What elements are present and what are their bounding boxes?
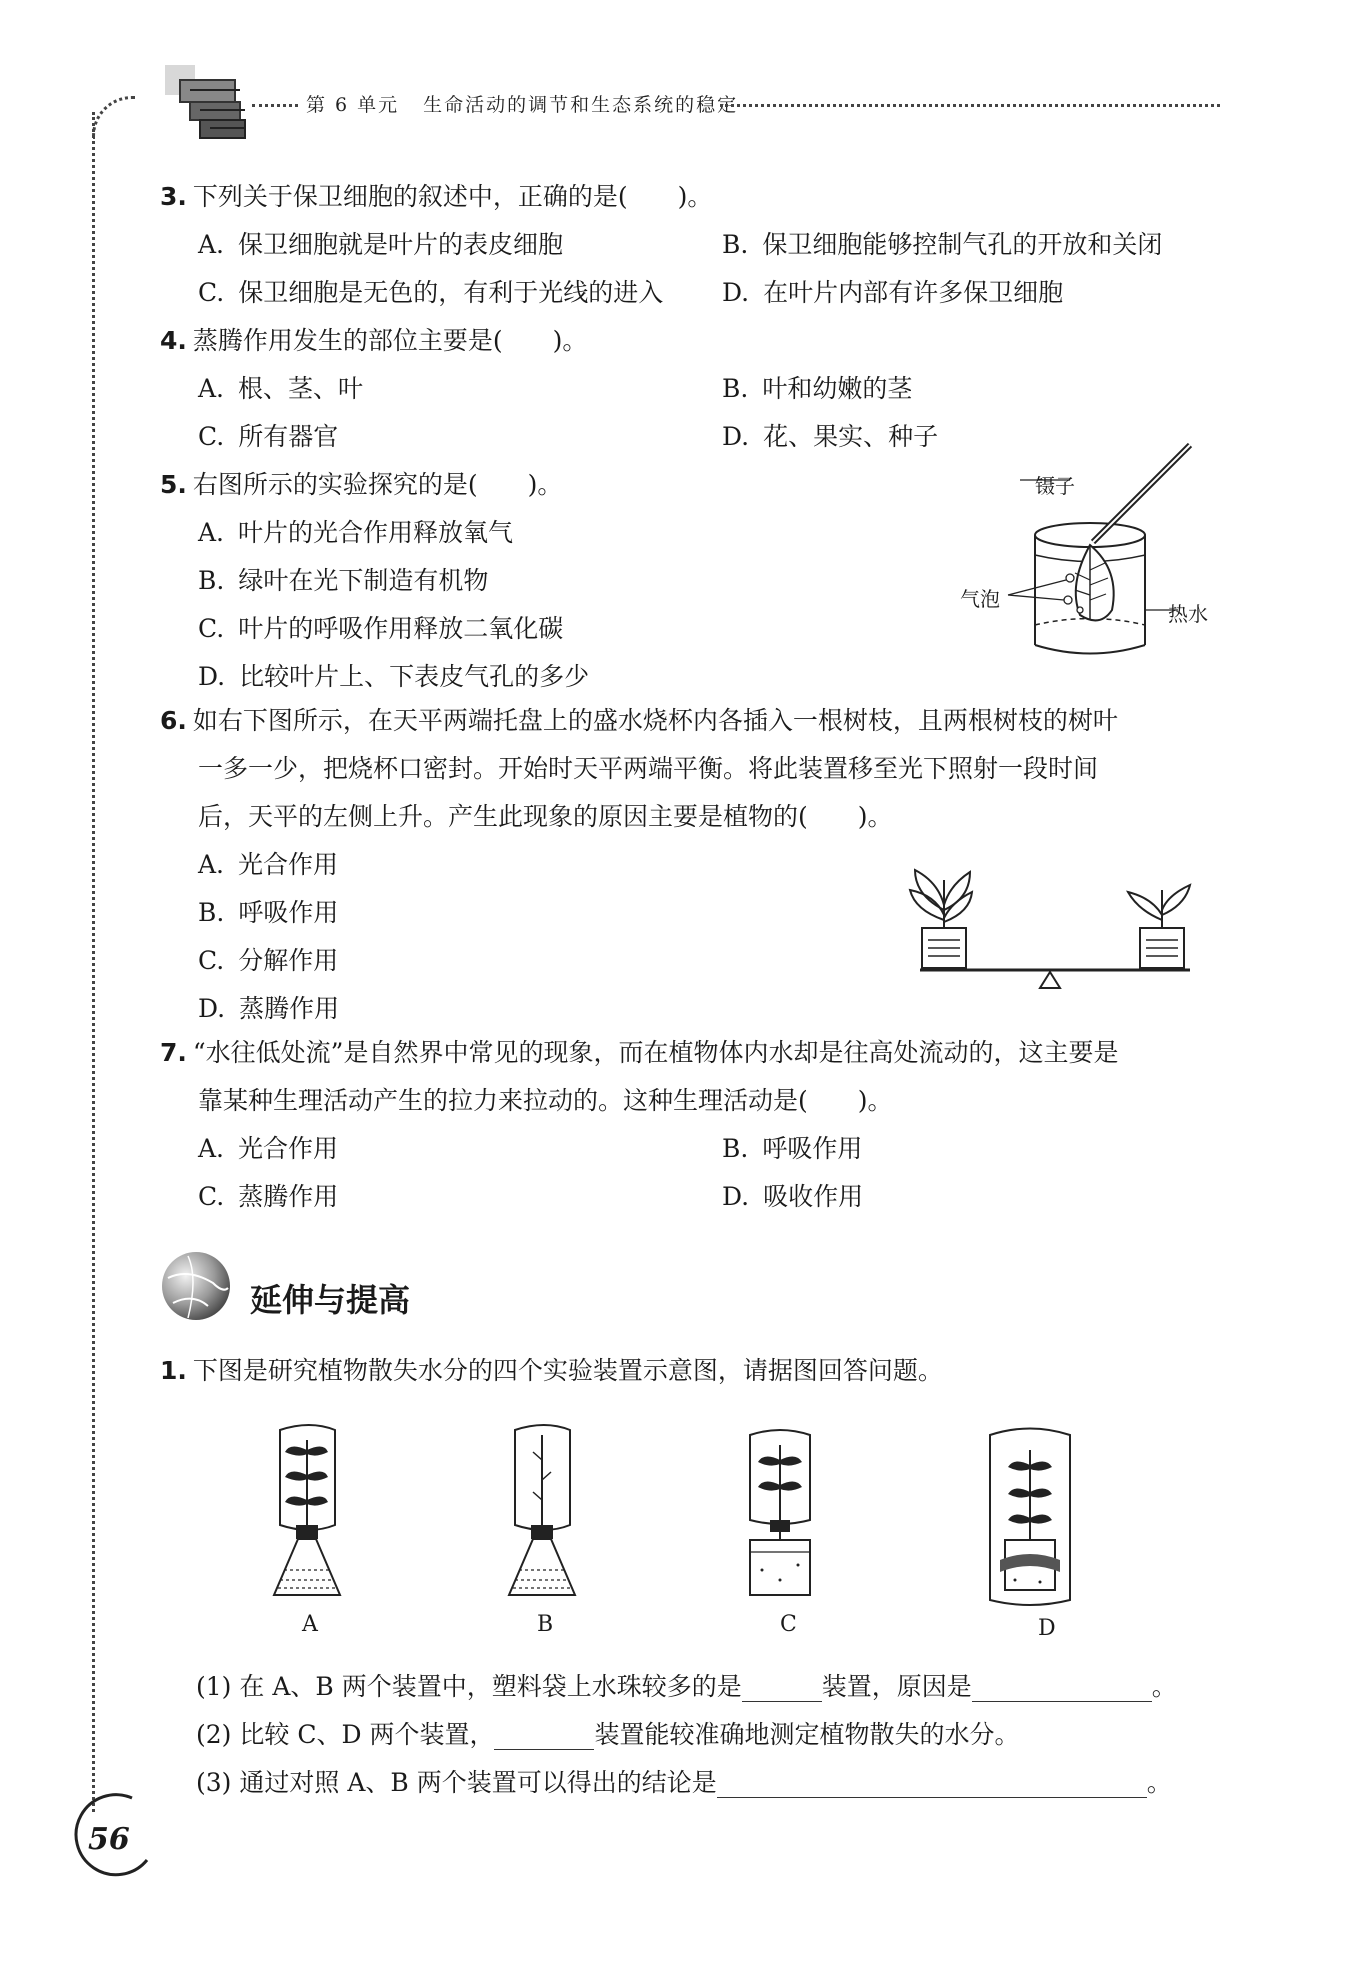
apparatus-figures: [240, 1420, 1140, 1650]
header-unit: 第 6 单元: [306, 94, 400, 116]
page-header: [160, 60, 1220, 150]
extension-question-stem: 1. 下图是研究植物散失水分的四个实验装置示意图，请据图回答问题。: [160, 1356, 943, 1385]
header-dotted-rule-right: [720, 104, 1220, 107]
answer-blank-1b[interactable]: [972, 1677, 1152, 1702]
header-unit-title: 生命活动的调节和生态系统的稳定: [423, 94, 739, 116]
figure-label-d: D: [1038, 1616, 1056, 1641]
unit-logo-icon: [160, 60, 260, 150]
question-3-option-a: A. 保卫细胞就是叶片的表皮细胞: [198, 230, 564, 259]
question-6-option-d: D. 蒸腾作用: [198, 994, 340, 1023]
question-5-option-c: C. 叶片的呼吸作用释放二氧化碳: [198, 614, 564, 643]
label-bubbles: 气泡: [960, 587, 1000, 611]
figure-label-b: B: [537, 1612, 554, 1637]
question-6-option-a: A. 光合作用: [198, 850, 339, 879]
question-5-option-d: D. 比较叶片上、下表皮气孔的多少: [198, 662, 590, 691]
figure-label-c: C: [780, 1612, 797, 1637]
balance-figure: [900, 860, 1200, 1000]
question-7-option-c: C. 蒸腾作用: [198, 1182, 339, 1211]
question-6-stem-line-3: 后，天平的左侧上升。产生此现象的原因主要是植物的( )。: [198, 802, 893, 831]
subquestion-2: (2) 比较 C、D 两个装置， 装置能较准确地测定植物散失的水分。: [196, 1720, 1020, 1749]
question-7-stem-line-2: 靠某种生理活动产生的拉力来拉动的。这种生理活动是( )。: [198, 1086, 893, 1115]
question-7-stem-line-1: 7. “水往低处流”是自然界中常见的现象，而在植物体内水却是往高处流动的，这主要是: [160, 1038, 1119, 1067]
header-dotted-rule: [252, 104, 298, 107]
subquestion-3: (3) 通过对照 A、B 两个装置可以得出的结论是 。: [196, 1768, 1172, 1797]
apparatus-a: [274, 1425, 340, 1595]
figure-label-a: A: [302, 1612, 318, 1637]
question-4-option-d: D. 花、果实、种子: [722, 422, 939, 451]
label-tweezers: 镊子: [1035, 474, 1075, 498]
globe-icon: [158, 1248, 238, 1328]
question-5-stem: 5. 右图所示的实验探究的是( )。: [160, 470, 563, 499]
question-3-option-d: D. 在叶片内部有许多保卫细胞: [722, 278, 1064, 307]
question-4-option-b: B. 叶和幼嫩的茎: [722, 374, 913, 403]
question-5-option-b: B. 绿叶在光下制造有机物: [198, 566, 489, 595]
apparatus-b: [509, 1425, 575, 1595]
header-title: [306, 90, 762, 117]
question-3-option-c: C. 保卫细胞是无色的，有利于光线的进入: [198, 278, 664, 307]
page-frame-corner: [92, 96, 135, 139]
question-3-option-b: B. 保卫细胞能够控制气孔的开放和关闭: [722, 230, 1163, 259]
question-4-stem: 4. 蒸腾作用发生的部位主要是( )。: [160, 326, 588, 355]
question-6-option-c: C. 分解作用: [198, 946, 339, 975]
answer-blank-2[interactable]: [494, 1725, 594, 1750]
question-3-stem: 3. 下列关于保卫细胞的叙述中，正确的是( )。: [160, 182, 713, 211]
page-number: 56: [88, 1822, 130, 1857]
apparatus-c: [750, 1430, 810, 1595]
question-4-option-a: A. 根、茎、叶: [198, 374, 364, 403]
question-7-option-b: B. 呼吸作用: [722, 1134, 863, 1163]
apparatus-d: [990, 1429, 1070, 1606]
question-6-option-b: B. 呼吸作用: [198, 898, 339, 927]
question-5-option-a: A. 叶片的光合作用释放氧气: [198, 518, 514, 547]
question-7-option-a: A. 光合作用: [198, 1134, 339, 1163]
label-hot-water: 热水: [1168, 602, 1208, 626]
answer-blank-1a[interactable]: [742, 1677, 822, 1702]
question-4-option-c: C. 所有器官: [198, 422, 339, 451]
page-frame-left-border: [92, 112, 95, 1812]
section-title: 延伸与提高: [250, 1281, 411, 1319]
question-6-stem-line-1: 6. 如右下图所示，在天平两端托盘上的盛水烧杯内各插入一根树枝，且两根树枝的树叶: [160, 706, 1118, 735]
question-7-option-d: D. 吸收作用: [722, 1182, 864, 1211]
answer-blank-3[interactable]: [717, 1773, 1147, 1798]
question-6-stem-line-2: 一多一少，把烧杯口密封。开始时天平两端平衡。将此装置移至光下照射一段时间: [198, 754, 1099, 783]
beaker-leaf-figure: [950, 440, 1230, 670]
subquestion-1: (1) 在 A、B 两个装置中，塑料袋上水珠较多的是 装置，原因是 。: [196, 1672, 1177, 1701]
